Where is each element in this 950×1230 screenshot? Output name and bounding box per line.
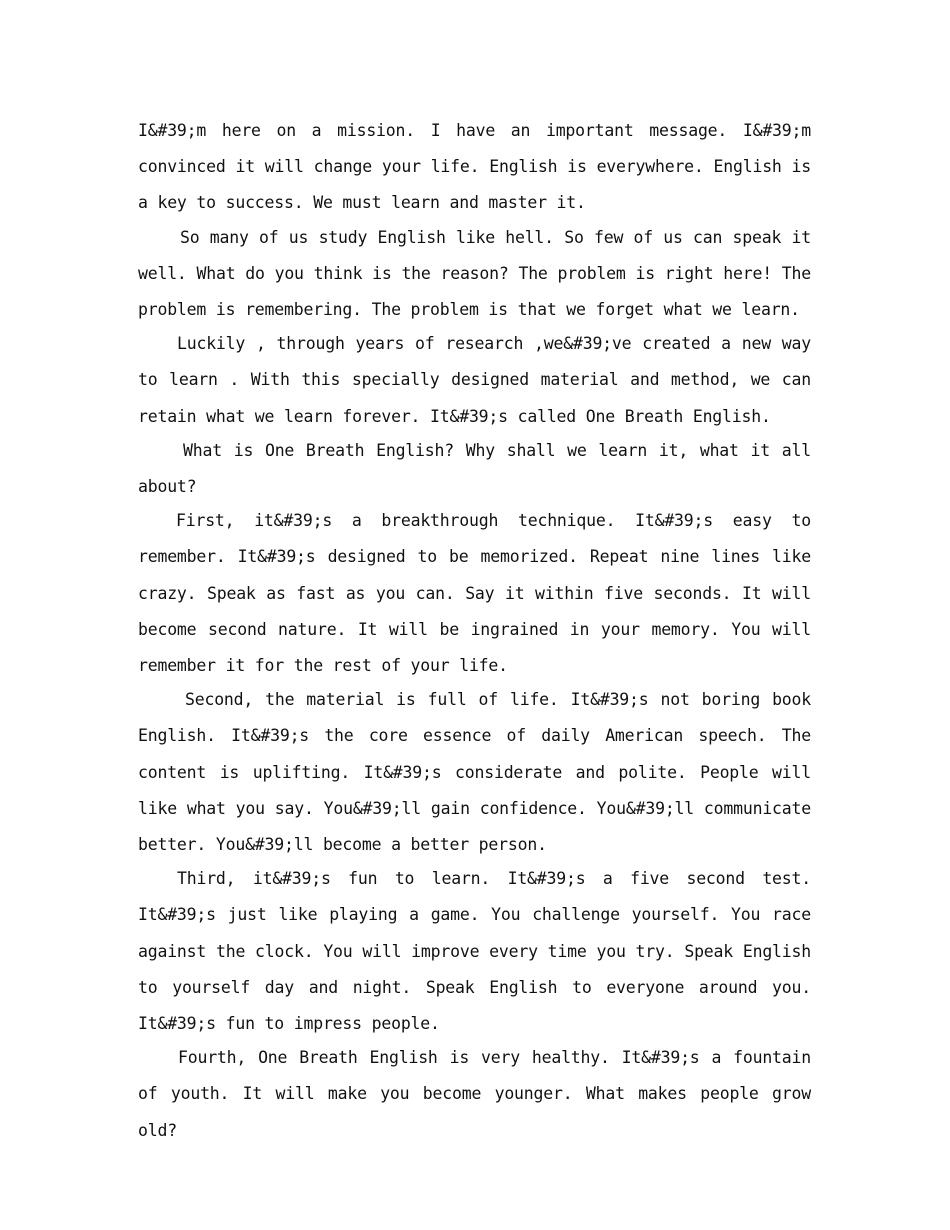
paragraph-2: So many of us study English like hell. So few of us can speak it well. What do you think is the reason? The problem is right here! The problem is remembering. The problem is that we forget what we learn. (138, 227, 811, 320)
paragraph-4: What is One Breath English? Why shall we learn it, what it all about? (138, 440, 811, 497)
paragraph-7: Third, it&#39;s fun to learn. It&#39;s a five second test. It&#39;s just like playing a game. You challenge yourself. You race against the clock. You will improve every time you try. Speak English to yourself day and night. Speak English to everyone around you. It&#39;s fun to impress people. (138, 869, 811, 1034)
paragraph-8: Fourth, One Breath English is very healthy. It&#39;s a fountain of youth. It will make you become younger. What makes people grow old? (138, 1048, 811, 1140)
paragraph-6: Second, the material is full of life. It&#39;s not boring book English. It&#39;s the core essence of daily American speech. The content is uplifting. It&#39;s considerate and polite. People will like what you say. You&#39;ll gain confidence. You&#39;ll communicate better. You&#39;ll become a better person. (138, 690, 811, 855)
document-page (138, 113, 811, 1147)
paragraph-1: I&#39;m here on a mission. I have an important message. I&#39;m convinced it will change your life. English is everywhere. English is a key to success. We must learn and master it. (138, 121, 811, 213)
paragraph-3: Luckily , through years of research ,we&#39;ve created a new way to learn . With this specially designed material and method, we can retain what we learn forever. It&#39;s called One Breath English. (138, 334, 811, 426)
paragraph-5: First, it&#39;s a breakthrough technique. It&#39;s easy to remember. It&#39;s designed to be memorized. Repeat nine lines like crazy. Speak as fast as you can. Say it within five seconds. It will become second nature. It will be ingrained in your memory. You will remember it for the rest of your life. (138, 511, 811, 676)
